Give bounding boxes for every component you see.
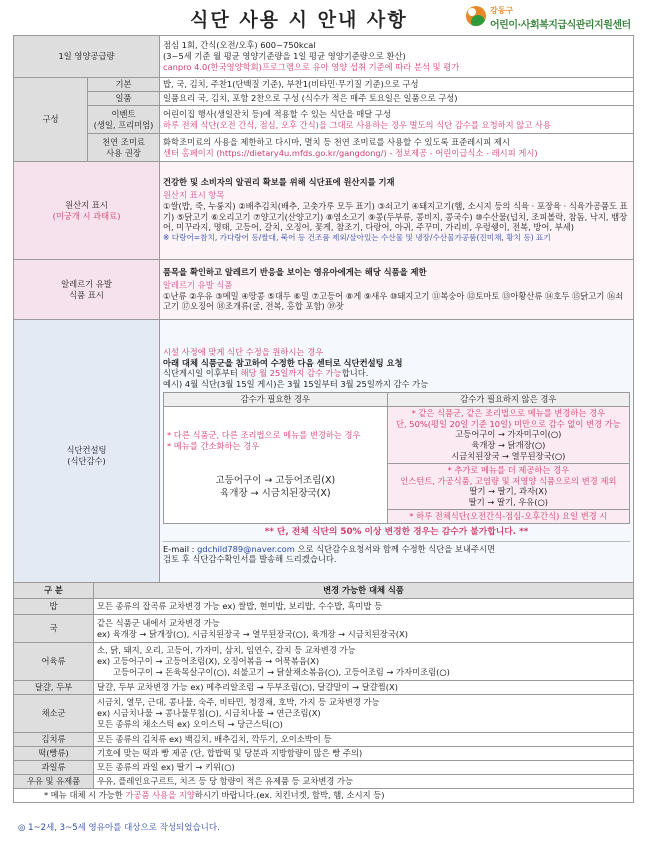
noneed-example4: 딸기 → 딸기, 과자(X) [469,486,548,497]
noneed-case1-note: 단, 50%(평일 20일 기준 10일) 미만으로 감수 없이 변경 가능 [396,418,621,429]
label-event [88,106,160,134]
row-allergy [14,260,634,320]
page-header [0,0,649,40]
noneed-case2: * 추가로 메뉴를 더 제공하는 경우 [447,464,570,475]
origin-head: 건강한 및 소비자의 알권리 확보를 위해 식단표에 원산지를 기재 [163,177,395,188]
substitute-category: 과일류 [14,761,94,775]
origin-label-line1: 원산지 표시 [65,199,108,210]
consult-line1: 시설 사정에 맞게 식단 수정을 원하시는 경우 [163,346,324,357]
noneed-cell-3 [387,509,629,523]
supply-line3: canpro 4.0(한국영양학회)프로그램으로 유아 영양 섭취 기준에 따라 분석 및 평가 [163,61,460,72]
cell-natural [160,134,634,162]
supply-line1: 점심 1회, 간식(오전/오후) 600~750kcal [163,40,316,51]
label-consult [14,320,160,593]
consult-deadline: 해당 월 25일까지 감수 가능 [240,368,342,379]
substitute-line: 같은 식품군 내에서 교차변경 가능 [97,617,220,628]
need-cell [164,406,388,523]
noneed-head: 감수가 필요하지 않은 경우 [387,393,629,407]
substitute-row [14,775,634,789]
substitute-head-row [14,583,634,599]
need-example2: 육개장 → 시금치된장국(X) [220,487,331,499]
consult-label-line1: 식단컨설팅 [66,445,107,456]
email-link[interactable]: gdchild789@naver.com [197,543,295,554]
guide-table [13,35,634,593]
substitute-head-category: 구 분 [14,583,94,599]
consult-label-line2: (식단감수) [67,456,106,466]
substitute-row [14,733,634,747]
cell-ilpum: 일품요리 국, 김치, 포함 2찬으로 구성 (식수가 적은 매주 토요일은 일품으로 구성) [160,92,634,106]
substitute-row [14,761,634,775]
substitute-text: 모든 종류의 잡곡류 교차변경 가능 ex) 쌀밥, 현미밥, 보리밥, 수수밥, 흑미밥 등 [94,599,634,615]
target-age-note: ◎ 1~2세, 3~5세 영유아를 대상으로 작성되었습니다. [18,823,220,833]
substitute-foot [14,789,634,803]
natural-label-line2: 사용 권장 [106,147,141,158]
substitute-foot-row [14,789,634,803]
noneed-example2: 육개장 → 닭개장(○) [471,440,546,451]
allergy-label-line2: 식품 표시 [69,289,104,300]
foot-text-a: * 메뉴 대체 시 가능한 [44,790,126,801]
logo-center-name: 어린이·사회복지급식관리지원센터 [490,20,631,31]
substitute-category: 밥 [14,599,94,615]
substitute-row [14,681,634,695]
substitute-text: 달걀, 두부 교차변경 가능 ex) 메추리알조림 → 두부조림(○), 달걀말이 → 달걀찜(X) [94,681,634,695]
substitute-line: 모든 종류의 채소스틱 ex) 오이스틱 → 당근스틱(○) [97,718,283,729]
origin-label-line2: (미궁개 시 과태료) [52,210,121,221]
natural-link[interactable]: 센터 홈페이지 (https://dietary4u.mfds.go.kr/gangdong/) - 정보제공 - 어린이급식소 - 레시피 게시) [163,147,538,158]
foot-text-c: 하시기 바랍니다.(ex. 치킨너겟, 함박, 햄, 소시지 등) [194,790,385,801]
need-example1: 고등어구이 → 고등어조림(X) [215,474,336,486]
center-logo [466,4,646,34]
substitute-category: 우유 및 유제품 [14,775,94,789]
event-label-line2: (생일, 프리미엄) [93,119,154,130]
cell-origin [160,162,634,260]
consult-email-line2: 검토 후 식단감수확인서를 발송해 드리겠습니다. [163,554,337,565]
label-composition: 구성 [14,78,88,162]
origin-foot: ※ 다랑어=참치, 가다랑어 등/쌀대, 북어 등 건조품 제외/살아있는 수산물 및 냉장/수산물가공품(진미채, 황치 등) 표기 [163,233,551,243]
event-line2: 하루 전체 식단(오전 간식, 점심, 오후 간식)을 그대로 사용하는 경우 별도의 식단 감수를 요청하지 않고 사용 [163,119,551,130]
substitute-table [13,582,634,803]
substitute-text [94,695,634,733]
substitute-head-items: 변경 가능한 대체 식품 [94,583,634,599]
origin-sub: 원산지 표시 항목 [163,189,225,200]
need-case2: * 메뉴를 간소화하는 경우 [167,440,260,451]
allergy-label-line1: 알레르기 유발 [61,278,112,289]
event-line1: 어린이집 행사(생일잔치 등)에 적용할 수 있는 식단을 매달 구성 [163,108,391,119]
center-logo-icon [466,6,486,26]
consult-line3c: 합니다. [341,368,369,379]
substitute-text [94,643,634,681]
substitute-row [14,747,634,761]
label-basic: 기본 [88,78,160,92]
origin-items: ①쌀(밥, 죽, 누룽지) ②배추김치(배추, 고춧가루 모두 표기) ③쇠고기 ④돼지고기(햄, 소시지 등의 식육 · 포장육 · 식육가공품도 표기) ⑤닭고기 ⑥오리고기 ⑦양고기(산양고기) ⑧염소고기 ⑨콩(두부류, 콩비지, 콩국수) ⑩수산물(넙치, 조피볼락, 참돔, 낙지, 뱀장어, 미꾸라지, 명태, 고등어, 갈치, 오징어, 꽃게, 참조기, 다랑어, 아귀, 주꾸미, 가리비, 우렁쉥이, 전복, 방어, 부세) [163,200,628,233]
natural-line1: 화학조미료의 사용을 제한하고 다시마, 멸치 등 천연 조미료를 사용할 수 있도록 표준레시피 제시 [163,136,510,147]
label-origin [14,162,160,260]
substitute-category: 국 [14,615,94,643]
noneed-cell-1 [387,406,629,463]
email-text: 으로 식단감수요청서와 함께 수정한 식단을 보내주시면 [294,543,496,554]
row-basic [14,78,634,92]
email-label: E-mail : [163,543,198,554]
substitute-text: 모든 종류의 과일 ex) 딸기 → 키위(○) [94,761,634,775]
foot-emphasis: 가공품 사용을 지양 [125,790,195,801]
noneed-example5: 딸기 → 딸기, 우유(○) [468,497,548,508]
noneed-example3: 시금치된장국 → 열무된장국(○) [451,451,566,461]
substitute-category: 채소군 [14,695,94,733]
substitute-text [94,615,634,643]
substitute-text: 모든 종류의 김치류 ex) 백김치, 배추김치, 깍두기, 오이소박이 등 [94,733,634,747]
consult-cases-table [163,392,630,524]
event-label-line1: 이벤트 [111,108,136,119]
label-supply: 1일 영양공급량 [14,36,160,78]
consult-line3 [163,368,630,379]
substitute-line: ex) 육개장 → 닭개장(○), 시금치된장국 → 열무된장국(○), 육개장 → 시금치된장국(X) [97,628,408,639]
allergy-sub: 알레르기 유발 식품 [163,279,233,290]
substitute-line: ex) 시금치나물 → 콩나물무침(○), 시금치나물 → 연근조림(X) [97,708,321,719]
cell-allergy [160,260,634,320]
substitute-line: 시금치, 열무, 근대, 콩나물, 숙주, 비타민, 청경채, 호박, 가지 등 교차변경 가능 [97,697,380,708]
substitute-line: 소, 닭, 돼지, 오리, 고등어, 가자미, 삼치, 임연수, 갈치 등 교차변경 가능 [97,645,356,656]
label-ilpum: 일품 [88,92,160,106]
natural-label-line1: 천연 조미료 [102,136,145,147]
consult-warning: ** 단, 전체 식단의 50% 이상 변경한 경우는 감수가 불가합니다. ** [264,526,529,537]
row-natural [14,134,634,162]
substitute-text: 우유, 플레인요구르트, 치즈 등 당 함량이 적은 유제품 등 교차변경 가능 [94,775,634,789]
label-allergy [14,260,160,320]
consult-line2: 아래 대체 식품군을 참고하여 수정한 다음 센터로 식단컨설팅 요청 [163,357,403,368]
row-consult [14,320,634,593]
substitute-row [14,599,634,615]
need-case1: * 다른 식품군, 다른 조리법으로 메뉴를 변경하는 경우 [167,430,361,440]
cell-event [160,106,634,134]
row-event [14,106,634,134]
logo-district: 강동구 [490,6,514,15]
row-supply [14,36,634,78]
allergy-head: 품목을 확인하고 알레르기 반응을 보이는 영유아에게는 해당 식품을 제한 [163,266,427,277]
consult-email-line [163,541,630,555]
substitute-category: 달걀, 두부 [14,681,94,695]
cell-consult [160,320,634,593]
substitute-row [14,695,634,733]
cell-supply [160,36,634,78]
noneed-case1: * 같은 식품군, 같은 조리법으로 메뉴를 변경하는 경우 [411,407,606,418]
row-ilpum [14,92,634,106]
noneed-example1: 고등어구이 → 가자미구이(○) [455,429,562,440]
page-title: 식단 사용 시 안내 사항 [190,9,408,31]
substitute-category: 김치류 [14,733,94,747]
supply-line2: (3~5세 기준 월 평균 영양기준량을 1일 평균 영양기준량으로 환산) [163,51,406,62]
substitute-text: 기호에 맞는 떡과 빵 제공 (단, 합밥떡 및 당분과 지방함량이 많은 빵 주의) [94,747,634,761]
need-head: 감수가 필요한 경우 [164,393,388,407]
allergy-items: ①난류 ②우유 ③메밀 ④땅콩 ⑤대두 ⑥밀 ⑦고등어 ⑧게 ⑨새우 ⑩돼지고기 ⑪복숭아 ⑫토마토 ⑬아황산류 ⑭호두 ⑮닭고기 ⑯쇠고기 ⑰오징어 ⑱조개류(굴, 전복, 홍합 포함) ⑲잣 [163,290,624,312]
noneed-case2-note: 인스턴트, 가공식품, 고염량 및 저영양 식품으로의 변경 제외 [400,475,617,486]
consult-line3a: 식단게시일 이후부터 [163,368,241,379]
substitute-line: ex) 고등어구이 → 고등어조림(X), 오징어볶음 → 어묵볶음(X) [97,656,320,667]
substitute-category: 떡(빵류) [14,747,94,761]
label-natural [88,134,160,162]
noneed-case3: * 하루 전체식단(오전간식-점심-오후간식) 요일 변경 시 [409,510,608,521]
substitute-row [14,615,634,643]
consult-line4: 예시) 4월 식단(3월 15일 게시)은 3월 15일부터 3월 25일까지 감수 가능 [163,379,429,390]
noneed-cell-2 [387,463,629,509]
substitute-line: 고등어구이 → 돈육목살구이(○), 쇠불고기 → 닭살채소볶음(○), 고등어조림 → 가자미조림(○) [113,666,450,677]
substitute-category: 어육류 [14,643,94,681]
substitute-row [14,643,634,681]
row-origin [14,162,634,260]
cell-basic: 밥, 국, 김치, 주찬1(단백질 기준), 부찬1(비타민·무기질 기준)으로 구성 [160,78,634,92]
